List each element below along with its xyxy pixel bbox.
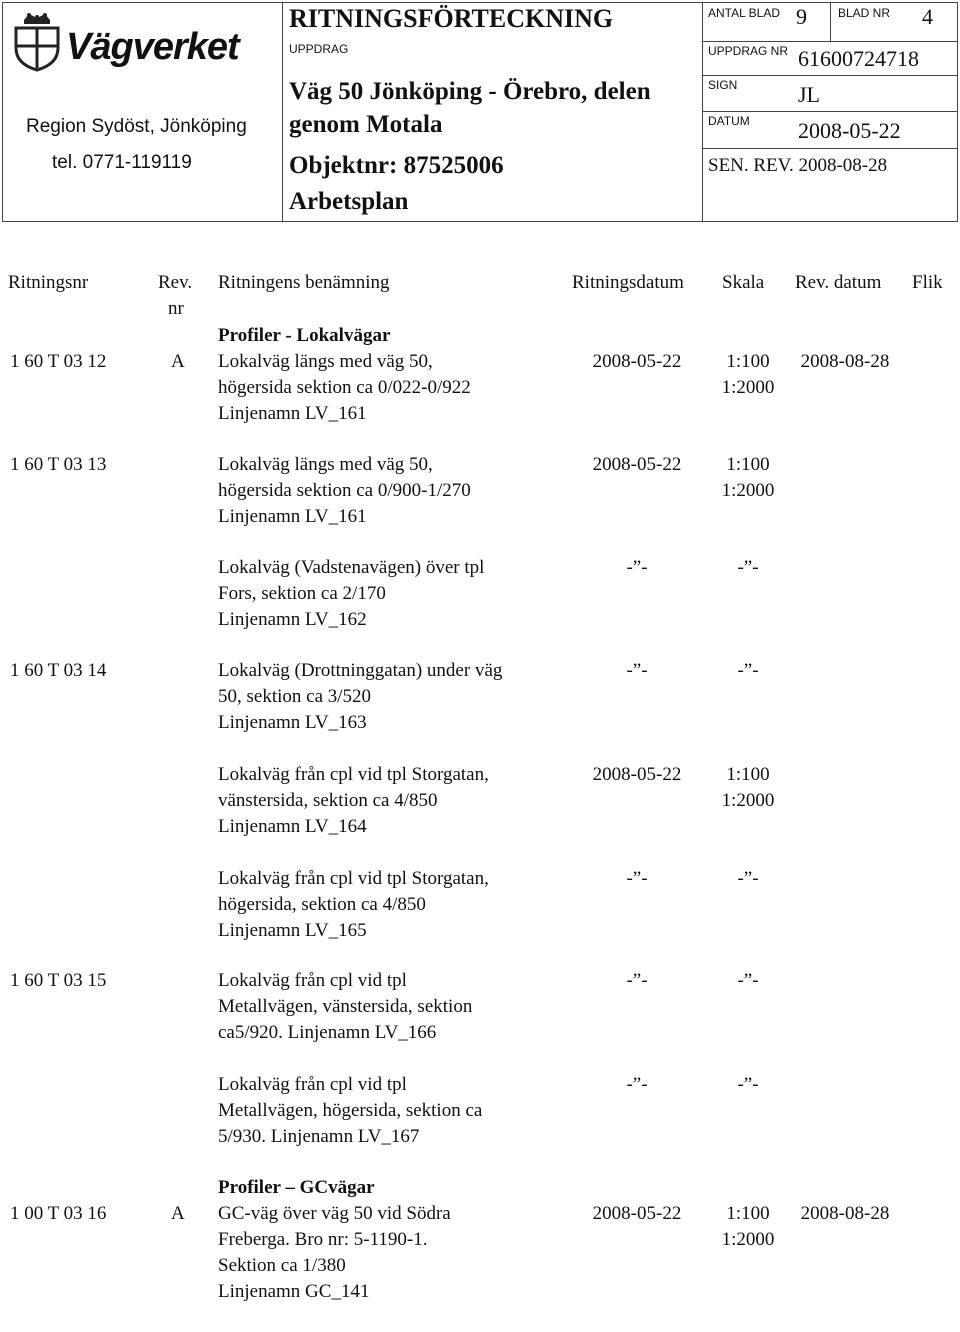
drawing-scale: -”- [737,1074,759,1095]
drawing-description-line: Linjenamn GC_141 [218,1281,370,1302]
drawing-list-table [0,270,960,1330]
drawing-scale: 1:100 [726,1203,770,1224]
drawing-scale-secondary: 1:2000 [721,377,775,398]
revision-date: 2008-08-28 [800,351,890,372]
uppdrag-nr-label: UPPDRAG NR [708,44,789,58]
drawing-description-line: Sektion ca 1/380 [218,1255,346,1276]
drawing-description-line: Lokalväg (Drottninggatan) under väg [218,660,503,681]
drawing-description-line: Fors, sektion ca 2/170 [218,583,386,604]
antal-blad-value: 9 [796,4,807,29]
drawing-description-line: högersida, sektion ca 4/850 [218,894,426,915]
logo-wordmark: Vägverket [66,26,239,68]
drawing-number: 1 60 T 03 13 [10,454,107,475]
latest-revision: SEN. REV. 2008-08-28 [708,155,888,176]
uppdrag-label: UPPDRAG [289,42,349,56]
plan-type: Arbetsplan [289,188,409,215]
drawing-number: 1 60 T 03 12 [10,351,107,372]
datum-value: 2008-05-22 [798,118,901,143]
drawing-description-line: högersida sektion ca 0/900-1/270 [218,480,471,501]
drawing-description-line: vänstersida, sektion ca 4/850 [218,790,438,811]
sign-value: JL [798,82,820,107]
drawing-scale: -”- [737,660,759,681]
phone-number: tel. 0771-119119 [52,152,192,173]
drawing-description-line: ca5/920. Linjenamn LV_166 [218,1022,437,1043]
drawing-description-line: Lokalväg (Vadstenavägen) över tpl [218,557,485,578]
revision-number: A [171,1203,185,1224]
column-header-flik: Flik [912,272,943,293]
drawing-scale-secondary: 1:2000 [721,790,775,811]
uppdrag-line-2: genom Motala [289,111,443,138]
drawing-description-line: 5/930. Linjenamn LV_167 [218,1126,420,1147]
datum-label: DATUM [708,114,750,128]
drawing-description-line: Lokalväg från cpl vid tpl [218,970,407,991]
drawing-number: 1 60 T 03 14 [10,660,107,681]
column-header-scale: Skala [722,272,765,293]
drawing-description-line: Linjenamn LV_165 [218,920,367,941]
drawing-description-line: Lokalväg från cpl vid tpl [218,1074,407,1095]
drawing-scale: -”- [737,557,759,578]
drawing-description-line: Linjenamn LV_163 [218,712,367,733]
region-name: Region Sydöst, Jönköping [26,116,247,137]
drawing-description-line: Profiler - Lokalvägar [218,325,391,346]
column-header-rev: Rev. [158,272,193,293]
drawing-date: -”- [626,660,648,681]
drawing-date: 2008-05-22 [592,1203,682,1224]
blad-nr-label: BLAD NR [838,6,891,20]
drawing-description-line: Linjenamn LV_162 [218,609,367,630]
object-number: Objektnr: 87525006 [289,152,504,179]
drawing-scale: 1:100 [726,351,770,372]
column-header-rev_date: Rev. datum [795,272,882,293]
drawing-scale: -”- [737,970,759,991]
drawing-scale-secondary: 1:2000 [721,480,775,501]
column-header-name: Ritningens benämning [218,272,390,293]
drawing-date: -”- [626,868,648,889]
column-header-date: Ritningsdatum [572,272,684,293]
drawing-date: 2008-05-22 [592,351,682,372]
drawing-date: -”- [626,1074,648,1095]
drawing-description-line: Metallvägen, vänstersida, sektion [218,996,473,1017]
drawing-description-line: Metallvägen, högersida, sektion ca [218,1100,483,1121]
drawing-date: 2008-05-22 [592,454,682,475]
drawing-scale: 1:100 [726,764,770,785]
drawing-description-line: Lokalväg längs med väg 50, [218,351,433,372]
drawing-date: -”- [626,557,648,578]
drawing-date: -”- [626,970,648,991]
drawing-description-line: Lokalväg från cpl vid tpl Storgatan, [218,764,489,785]
drawing-description-line: Freberga. Bro nr: 5-1190-1. [218,1229,428,1250]
drawing-description-line: Linjenamn LV_161 [218,403,367,424]
drawing-date: 2008-05-22 [592,764,682,785]
column-header-rev2: nr [168,298,184,319]
drawing-description-line: Lokalväg från cpl vid tpl Storgatan, [218,868,489,889]
revision-number: A [171,351,185,372]
drawing-number: 1 60 T 03 15 [10,970,107,991]
sign-label: SIGN [708,78,738,92]
drawing-description-line: Profiler – GCvägar [218,1177,375,1198]
uppdrag-nr-value: 61600724718 [798,46,919,71]
document-title: RITNINGSFÖRTECKNING [289,4,614,33]
drawing-scale: 1:100 [726,454,770,475]
column-header-nr: Ritningsnr [8,272,89,293]
drawing-description-line: 50, sektion ca 3/520 [218,686,372,707]
drawing-description-line: Linjenamn LV_164 [218,816,367,837]
revision-date: 2008-08-28 [800,1203,890,1224]
crown-shield-logo-icon [10,12,64,72]
drawing-description-line: Lokalväg längs med väg 50, [218,454,433,475]
drawing-scale: -”- [737,868,759,889]
drawing-number: 1 00 T 03 16 [10,1203,107,1224]
drawing-scale-secondary: 1:2000 [721,1229,775,1250]
blad-nr-value: 4 [922,4,933,29]
drawing-description-line: Linjenamn LV_161 [218,506,367,527]
uppdrag-line-1: Väg 50 Jönköping - Örebro, delen [289,78,651,105]
antal-blad-label: ANTAL BLAD [708,6,781,20]
drawing-description-line: högersida sektion ca 0/022-0/922 [218,377,471,398]
drawing-description-line: GC-väg över väg 50 vid Södra [218,1203,451,1224]
